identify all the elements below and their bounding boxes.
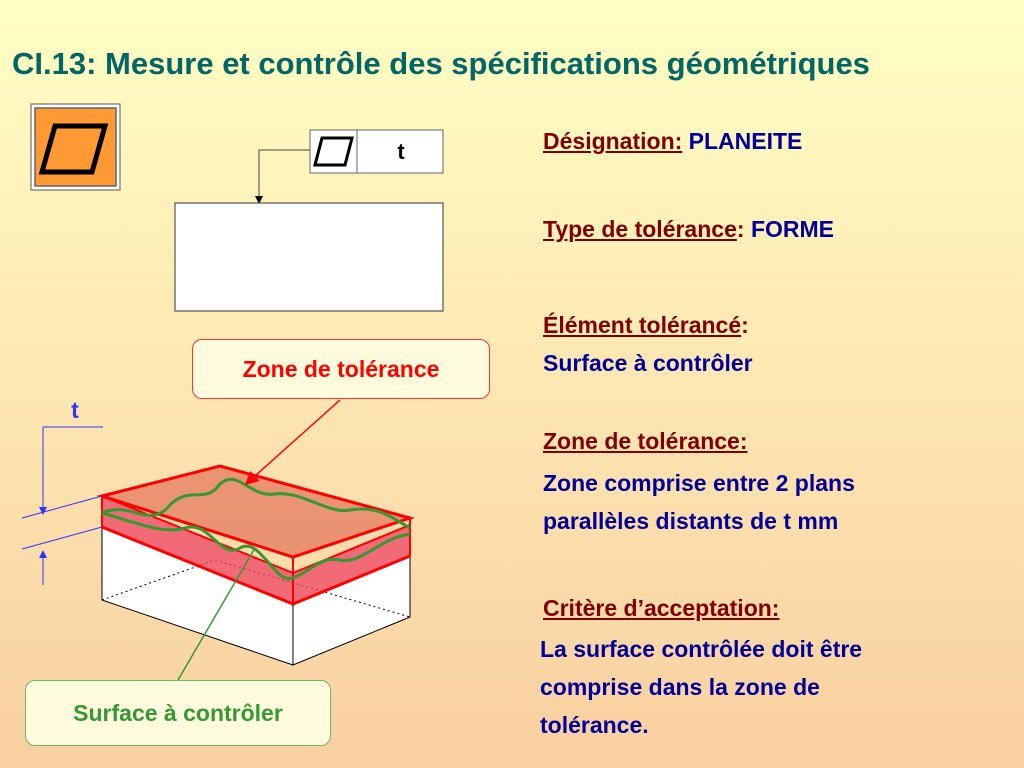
feature-control-frame [310,130,443,173]
critere-line3: tolérance. [540,712,649,738]
designation-line [543,128,802,155]
part-view [175,203,443,311]
element-heading [543,312,749,339]
zone-description-line2: parallèles distants de t mm [543,508,839,534]
zone-callout [192,339,490,399]
type-line [543,216,834,243]
surface-callout [25,680,331,746]
designation-value: PLANEITE [688,128,803,154]
zone-callout-label: Zone de tolérance [242,356,440,382]
type-value: FORME [750,216,834,242]
dimension-t-label: t [71,397,79,423]
zone-description-line1: Zone comprise entre 2 plans [543,470,855,496]
critere-line1: La surface contrôlée doit être [540,636,863,662]
element-label: Élément tolérancé [543,312,742,338]
critere-line2: comprise dans la zone de [540,674,820,700]
leader-arrow [259,150,310,203]
critere-heading: Critère d’acceptation: [543,595,780,621]
tolerance-value-label: t [397,139,405,164]
element-colon: : [741,312,749,338]
surface-callout-label: Surface à contrôler [73,700,283,726]
zone-leader-arrow [246,400,340,484]
flatness-symbol-icon [31,104,120,190]
page-title: CI.13: Mesure et contrôle des spécifications géométriques [12,46,870,81]
dimension-t [22,427,103,585]
element-value: Surface à contrôler [543,350,753,376]
designation-label: Désignation: [543,128,683,154]
type-colon: : [736,216,745,242]
zone-heading: Zone de tolérance: [543,428,748,454]
type-label: Type de tolérance [543,216,737,242]
